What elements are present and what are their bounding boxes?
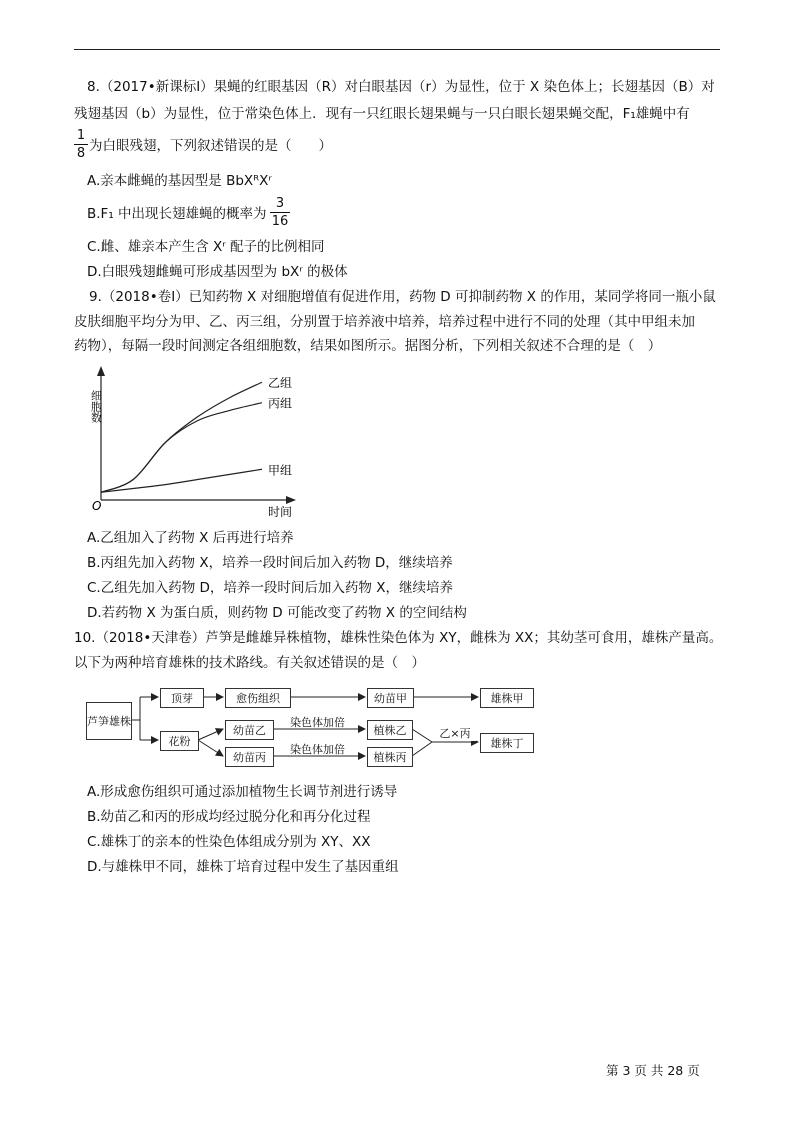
q9-option-a: A.乙组加入了药物 X 后再进行培养 [87,530,294,546]
flow-double-label-2: 染色体加倍 [290,743,345,756]
q8-option-d: D.白眼残翅雌蝇可形成基因型为 bXʳ 的极体 [87,264,348,280]
q8-optb-den: 16 [271,214,289,229]
q8-option-b: B.F₁ 中出现长翅雄蝇的概率为 [87,206,267,222]
q9-option-b: B.丙组先加入药物 X，培养一段时间后加入药物 D，继续培养 [87,555,453,571]
q10-option-d: D.与雄株甲不同，雄株丁培育过程中发生了基因重组 [87,859,399,875]
series-label-1: 丙组 [268,396,293,411]
flow-start-male-asparagus: 芦笋雄株 [86,702,132,740]
q9-option-d: D.若药物 X 为蛋白质，则药物 D 可能改变了药物 X 的空间结构 [87,605,467,621]
y-axis-label: 细胞数 [89,390,103,423]
q10-line1: 10.（2018•天津卷）芦笋是雌雄异株植物，雄株性染色体为 XY，雌株为 XX；其幼茎可食用，雄株产量高。 [74,630,723,646]
flow-cross-label: 乙×丙 [434,725,476,741]
flow-seedling-a: 幼苗甲 [367,688,414,708]
origin-label: O [92,499,102,513]
page-footer: 第 3 页 共 28 页 [606,1063,700,1078]
q10-option-c: C.雄株丁的亲本的性染色体组成分别为 XY、XX [87,834,371,850]
q8-frac-den: 8 [76,146,86,161]
flow-plant-b: 植株乙 [367,720,413,740]
q9-line3: 药物），每隔一段时间测定各组细胞数，结果如图所示。据图分析，下列相关叙述不合理的是（ ） [74,338,662,354]
q9-line1: 9.（2018•卷Ⅰ）已知药物 X 对细胞增值有促进作用，药物 D 可抑制药物 X 的作用，某同学将同一瓶小鼠 [89,289,716,305]
flow-male-a: 雄株甲 [480,688,534,708]
flow-double-label-1: 染色体加倍 [290,716,345,729]
flow-seedling-c: 幼苗丙 [225,747,274,767]
q10-option-a: A.形成愈伤组织可通过添加植物生长调节剂进行诱导 [87,784,398,800]
q9-option-c: C.乙组先加入药物 D，培养一段时间后加入药物 X，继续培养 [87,580,453,596]
q8-line3: 为白眼残翅，下列叙述错误的是（ ） [89,138,332,154]
flow-callus: 愈伤组织 [225,688,291,708]
q10-option-b: B.幼苗乙和丙的形成均经过脱分化和再分化过程 [87,809,371,825]
flow-seedling-b: 幼苗乙 [225,720,274,740]
flow-male-d: 雄株丁 [480,733,534,753]
q8-line2: 残翅基因（b）为显性，位于常染色体上．现有一只红眼长翅果蝇与一只白眼长翅果蝇交配，F₁雄蝇中有 [74,106,690,122]
flow-pollen: 花粉 [160,731,199,751]
x-axis-label: 时间 [268,505,293,519]
flow-bud: 顶芽 [160,688,204,708]
q8-optb-num: 3 [275,196,285,211]
series-label-0: 乙组 [268,376,293,391]
q9-line2: 皮肤细胞平均分为甲、乙、丙三组，分别置于培养液中培养，培养过程中进行不同的处理（其中甲组未加 [74,314,695,330]
flow-plant-c: 植株丙 [367,747,413,767]
q8-option-c: C.雌、雄亲本产生含 Xʳ 配子的比例相同 [87,239,325,255]
q8-frac-num: 1 [76,128,86,143]
q8-line1: 8.（2017•新课标Ⅰ）果蝇的红眼基因（R）对白眼基因（r）为显性，位于 X 染色体上；长翅基因（B）对 [87,79,715,95]
q10-line2: 以下为两种培育雄株的技术路线。有关叙述错误的是（ ） [74,655,425,671]
q8-option-a: A.亲本雌蝇的基因型是 BbXᴿXʳ [87,173,272,189]
series-label-2: 甲组 [268,463,293,478]
